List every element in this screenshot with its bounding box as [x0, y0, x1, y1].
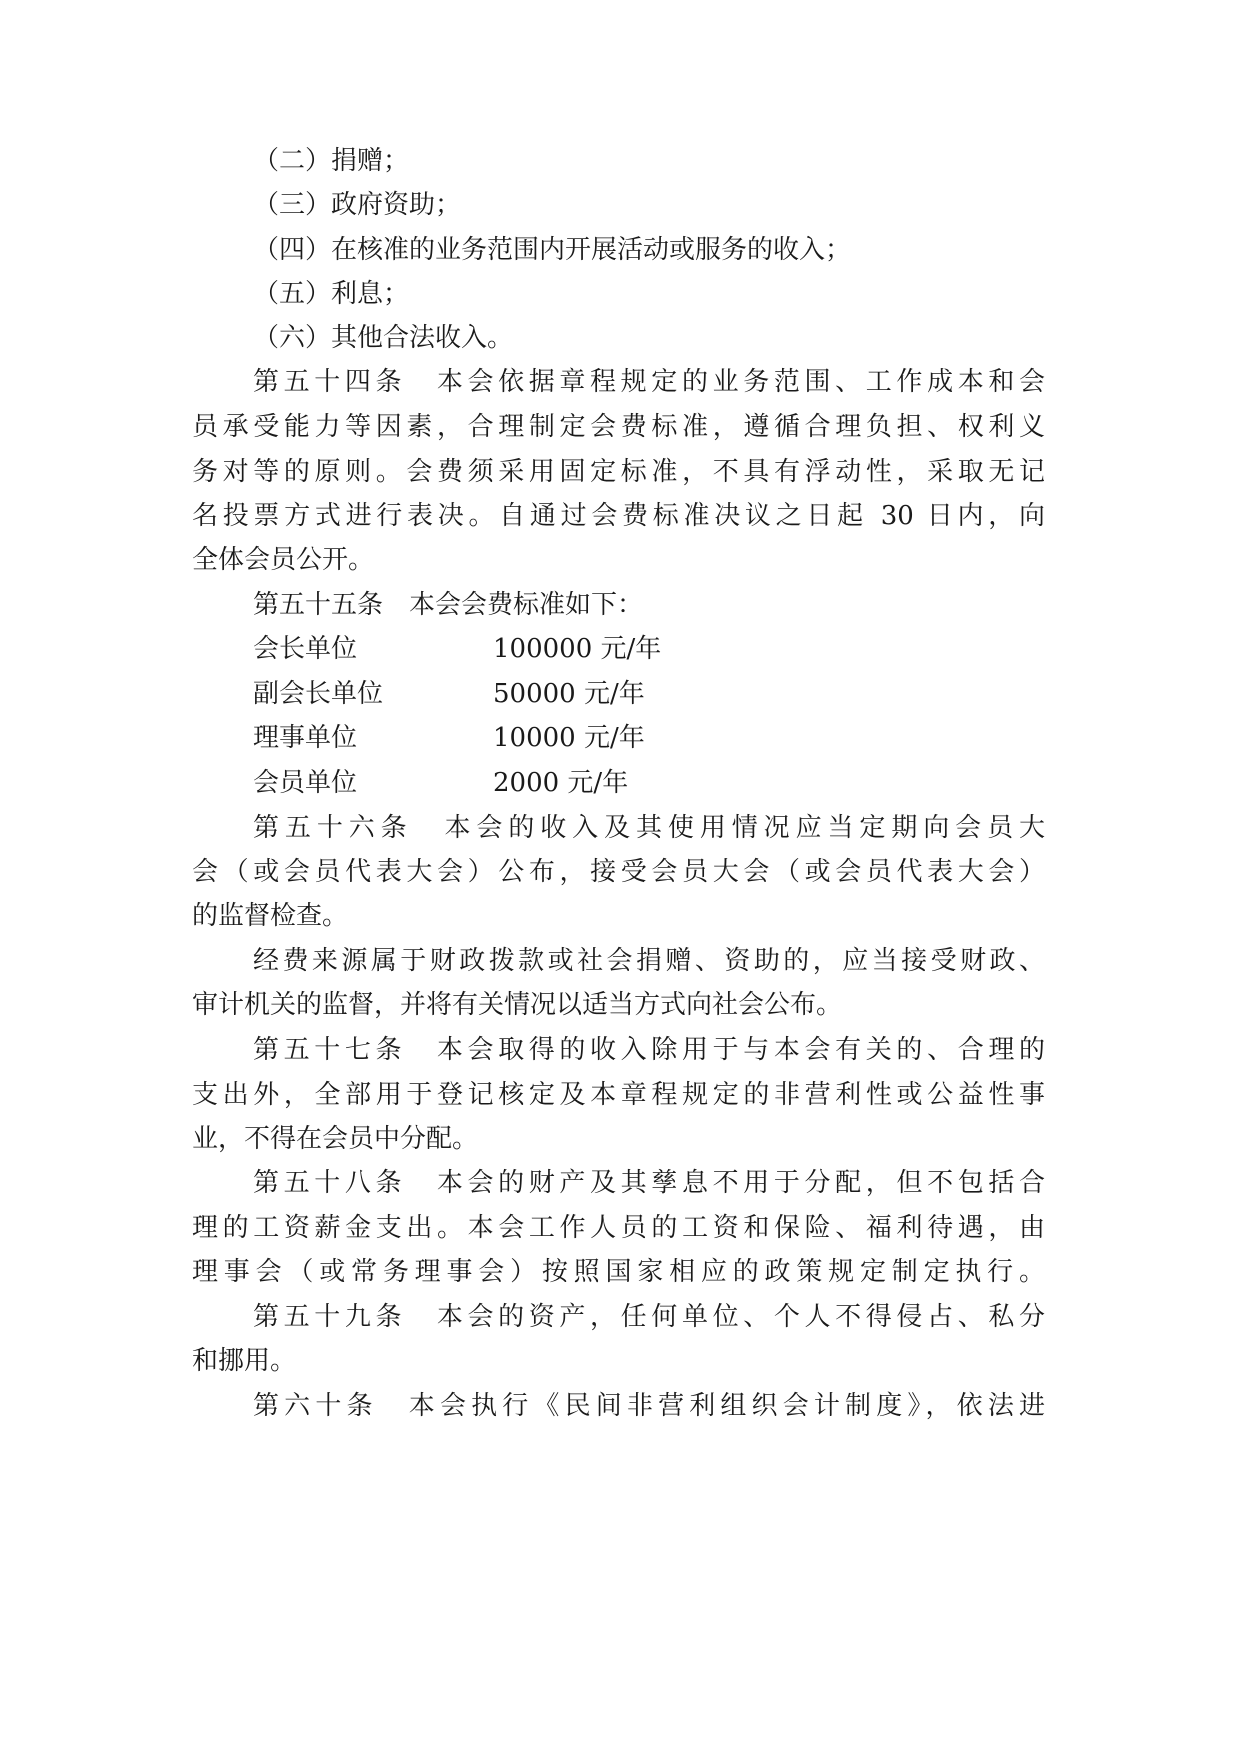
article-55-heading: 第五十五条 本会会费标准如下： — [253, 590, 644, 620]
article-57-line: 支出外，全部用于登记核定及本章程规定的非营利性或公益性事 — [192, 1080, 1045, 1110]
article-56-line: 会（或会员代表大会）公布，接受会员大会（或会员代表大会） — [192, 857, 1045, 887]
article-54-line: 第五十四条 本会依据章程规定的业务范围、工作成本和会 — [253, 367, 1045, 397]
income-item: （三）政府资助； — [253, 190, 462, 220]
article-56-line: 的监督检查。 — [192, 901, 349, 931]
fee-amount: 10000 元/年 — [493, 723, 645, 753]
fee-amount: 2000 元/年 — [493, 768, 629, 798]
article-57-line: 第五十七条 本会取得的收入除用于与本会有关的、合理的 — [253, 1035, 1045, 1065]
fee-role: 会长单位 — [253, 634, 358, 664]
income-item: （五）利息； — [253, 279, 410, 309]
fee-role: 理事单位 — [253, 723, 358, 753]
article-58-line: 理的工资薪金支出。本会工作人员的工资和保险、福利待遇，由 — [192, 1213, 1045, 1243]
article-58-line: 理事会（或常务理事会）按照国家相应的政策规定制定执行。 — [192, 1257, 1045, 1287]
article-59-line: 和挪用。 — [192, 1346, 297, 1376]
article-54-line: 员承受能力等因素，合理制定会费标准，遵循合理负担、权利义 — [192, 412, 1045, 442]
income-item: （四）在核准的业务范围内开展活动或服务的收入； — [253, 235, 852, 265]
article-56-line: 第五十六条 本会的收入及其使用情况应当定期向会员大 — [253, 813, 1045, 843]
article-56-paragraph-2-line: 审计机关的监督，并将有关情况以适当方式向社会公布。 — [192, 990, 843, 1020]
article-58-line: 第五十八条 本会的财产及其孳息不用于分配，但不包括合 — [253, 1168, 1045, 1198]
fee-role: 会员单位 — [253, 768, 358, 798]
income-item: （二）捐赠； — [253, 146, 410, 176]
fee-amount: 50000 元/年 — [493, 679, 645, 709]
article-56-paragraph-2-line: 经费来源属于财政拨款或社会捐赠、资助的，应当接受财政、 — [253, 946, 1045, 976]
article-54-line: 务对等的原则。会费须采用固定标准，不具有浮动性，采取无记 — [192, 457, 1045, 487]
fee-amount: 100000 元/年 — [493, 634, 662, 664]
article-59-line: 第五十九条 本会的资产，任何单位、个人不得侵占、私分 — [253, 1302, 1045, 1332]
article-54-line: 名投票方式进行表决。自通过会费标准决议之日起 30 日内，向 — [192, 501, 1045, 531]
income-item: （六）其他合法收入。 — [253, 323, 514, 353]
article-60-line: 第六十条 本会执行《民间非营利组织会计制度》，依法进 — [253, 1391, 1045, 1421]
article-54-line: 全体会员公开。 — [192, 545, 375, 575]
article-57-line: 业，不得在会员中分配。 — [192, 1124, 479, 1154]
fee-role: 副会长单位 — [253, 679, 384, 709]
